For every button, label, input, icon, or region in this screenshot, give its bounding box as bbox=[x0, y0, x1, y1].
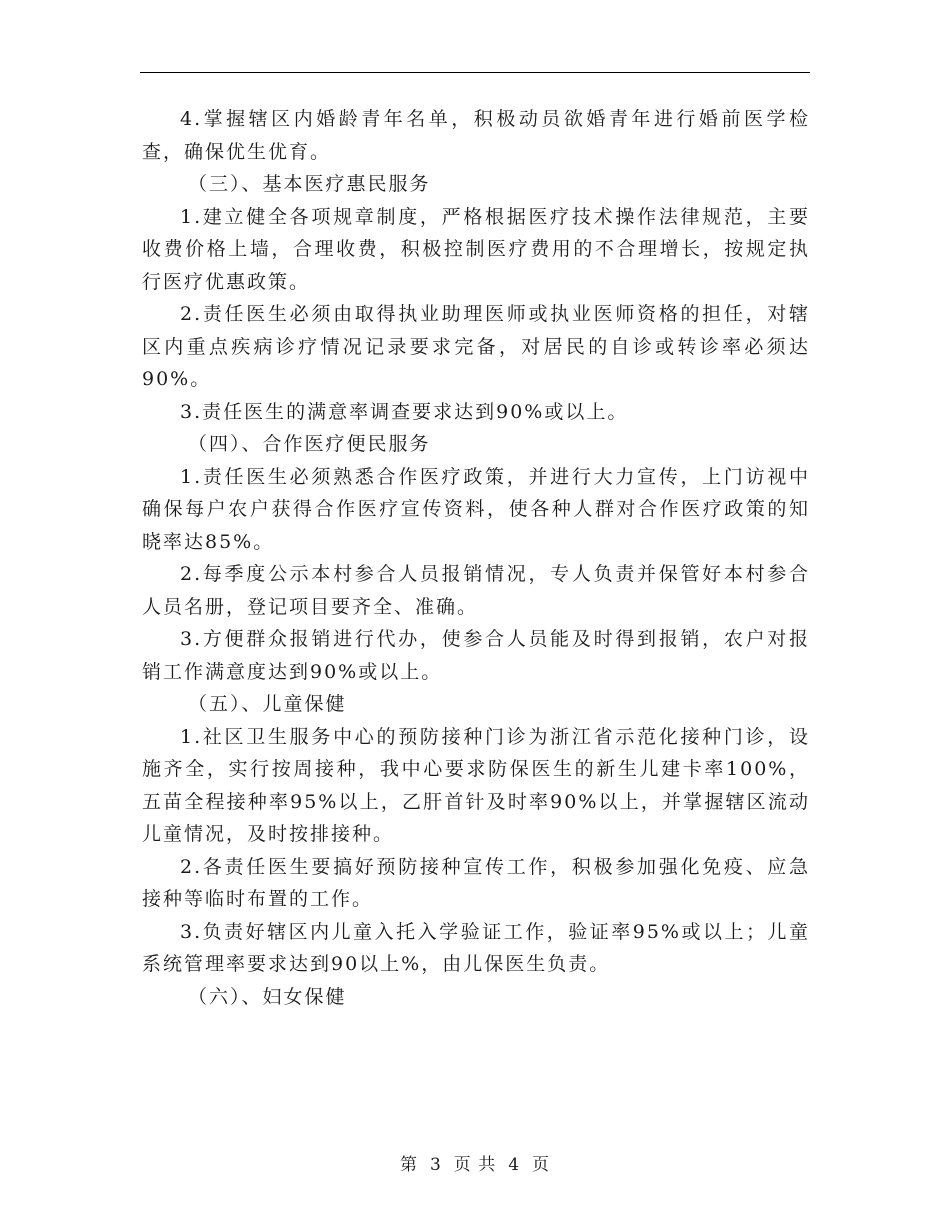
paragraph: 1.责任医生必须熟悉合作医疗政策，并进行大力宣传，上门访视中确保每户农户获得合作医疗宣传资料，使各种人群对合作医疗政策的知晓率达85%。 bbox=[142, 465, 810, 553]
section-heading: （六）、妇女保健 bbox=[188, 985, 347, 1008]
section-heading: （五）、儿童保健 bbox=[188, 693, 347, 715]
paragraph: 1.建立健全各项规章制度，严格根据医疗技术操作法律规范，主要收费价格上墙，合理收费，积极控制医疗费用的不合理增长，按规定执行医疗优惠政策。 bbox=[142, 205, 810, 293]
section-heading: （三）、基本医疗惠民服务 bbox=[188, 173, 431, 195]
footer-page-number: 3 bbox=[429, 1155, 442, 1175]
header-rule bbox=[140, 72, 810, 73]
paragraph: 2.每季度公示本村参合人员报销情况，专人负责并保管好本村参合人员名册，登记项目要齐全、准确。 bbox=[142, 563, 810, 618]
footer-suffix: 页 bbox=[532, 1155, 551, 1175]
paragraph: 1.社区卫生服务中心的预防接种门诊为浙江省示范化接种门诊，设施齐全，实行按周接种，我中心要求防保医生的新生儿建卡率100%，五苗全程接种率95%以上，乙肝首针及时率90%以上，并掌握辖区流动儿童情况，及时按排接种。 bbox=[142, 725, 810, 845]
paragraph: 4.掌握辖区内婚龄青年名单，积极动员欲婚青年进行婚前医学检查，确保优生优育。 bbox=[142, 108, 810, 163]
footer-total-pages: 4 bbox=[508, 1155, 521, 1175]
page-footer bbox=[0, 1150, 950, 1175]
document-body bbox=[142, 103, 810, 1013]
paragraph: 3.负责好辖区内儿童入托入学验证工作，验证率95%或以上；儿童系统管理率要求达到90以上%，由儿保医生负责。 bbox=[142, 920, 810, 975]
paragraph: 2.责任医生必须由取得执业助理医师或执业医师资格的担任，对辖区内重点疾病诊疗情况记录要求完备，对居民的自诊或转诊率必须达90%。 bbox=[142, 303, 810, 390]
paragraph: 2.各责任医生要搞好预防接种宣传工作，积极参加强化免疫、应急接种等临时布置的工作。 bbox=[142, 855, 810, 910]
paragraph: 3.方便群众报销进行代办，使参合人员能及时得到报销，农户对报销工作满意度达到90%或以上。 bbox=[142, 628, 810, 683]
section-heading: （四）、合作医疗便民服务 bbox=[188, 433, 431, 455]
footer-middle: 页 共 bbox=[453, 1155, 497, 1175]
footer-prefix: 第 bbox=[399, 1155, 418, 1175]
paragraph: 3.责任医生的满意率调查要求达到90%或以上。 bbox=[180, 400, 629, 423]
